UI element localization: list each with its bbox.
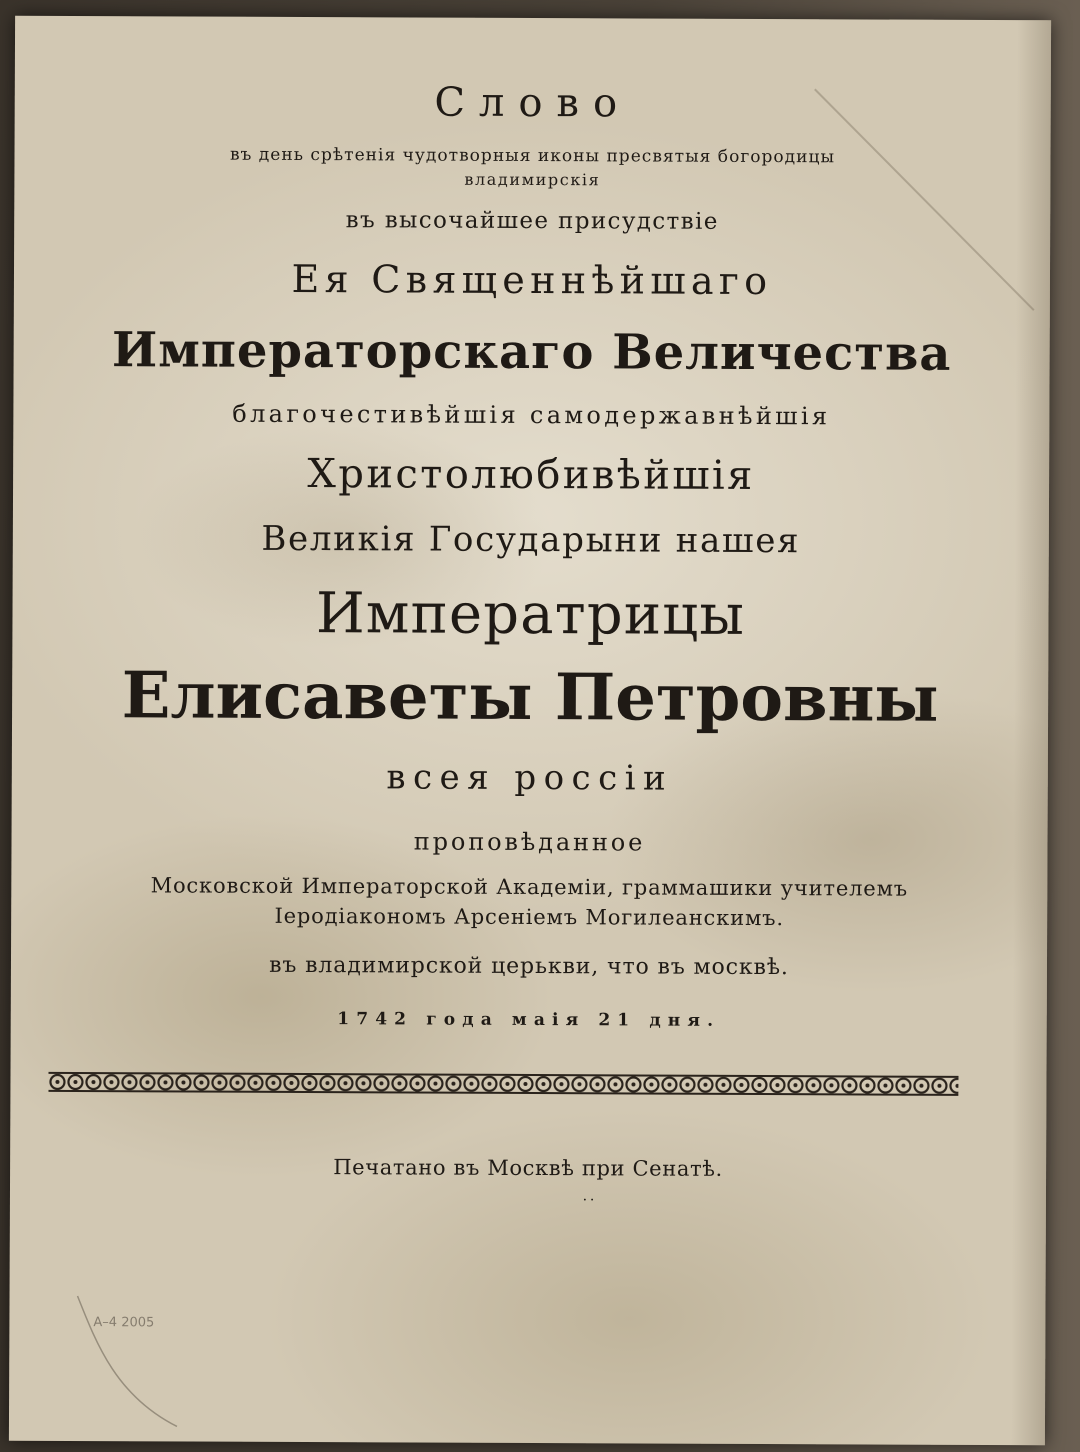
- author-line-1: Московской Императорской Академіи, граммашики учителемъ: [150, 873, 909, 901]
- ornamental-rule: [48, 1070, 958, 1098]
- occasion-line-2: владимирскія: [464, 169, 601, 190]
- imprint-line: Печатано въ Москвѣ при Сенатѣ.: [333, 1155, 723, 1181]
- empress-name: Елисаветы Петровны: [121, 658, 939, 737]
- majesty-line-1: Ея Священнѣйшаго: [291, 256, 773, 304]
- russia-line: всея россіи: [386, 757, 674, 799]
- epithet-line-1: благочестивѣйшія самодержавнѣйшія: [232, 399, 831, 431]
- pencil-note-text: А–4 2005: [93, 1315, 155, 1331]
- work-title: Слово: [434, 79, 632, 127]
- church-line: въ владимирской церькви, что въ москвѣ.: [269, 952, 789, 981]
- title-text-block: [9, 16, 1051, 1446]
- preached-line: проповѣданное: [413, 827, 646, 857]
- presence-line: въ высочайшее присудствіе: [345, 207, 719, 235]
- empress-line: Императрицы: [315, 581, 746, 648]
- pencil-annotation: [57, 1286, 208, 1437]
- date-line: 1742 года маія 21 дня.: [337, 1009, 721, 1031]
- epithet-line-2: Христолюбивѣйшія: [307, 451, 755, 499]
- sovereign-line: Великія Государыни нашея: [261, 518, 801, 562]
- imprint-dots: ..: [582, 1188, 598, 1205]
- occasion-line-1: въ день срѣтенія чудотворныя иконы пресвятыя богородицы: [229, 144, 836, 168]
- majesty-line-2: Императорскаго Величества: [111, 322, 952, 382]
- author-line-2: Іеродіакономъ Арсеніемъ Могилеанскимъ.: [274, 903, 784, 931]
- title-page: [9, 16, 1051, 1446]
